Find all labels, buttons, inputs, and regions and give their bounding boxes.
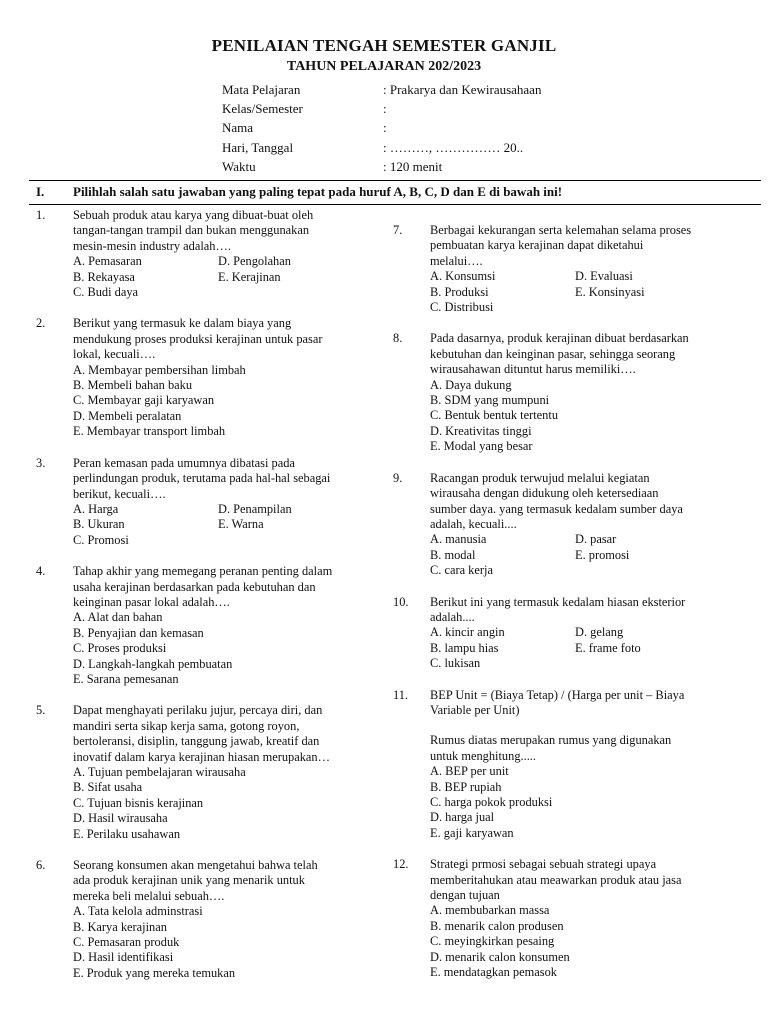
- question-text: Tahap akhir yang memegang peranan penting dalam usaha kerajinan berdasarkan pada kebutuhan dan keinginan pasar lokal adalah….: [73, 564, 333, 609]
- question-number: 7.: [393, 223, 403, 237]
- answer-option[interactable]: D. Penampilan: [218, 501, 292, 516]
- answer-options: [430, 378, 738, 455]
- answer-option[interactable]: C. meyingkirkan pesaing: [430, 934, 555, 949]
- question-text: Peran kemasan pada umumnya dibatasi pada perlindungan produk, terutama pada hal-hal sebagai berikut, kecuali….: [73, 455, 331, 501]
- question-item: [36, 858, 376, 981]
- question-item: [393, 471, 738, 579]
- info-label: Mata Pelajaran: [222, 82, 301, 97]
- answer-options: [73, 254, 376, 300]
- answer-option[interactable]: B. Ukuran: [73, 517, 125, 532]
- question-item: [393, 595, 738, 672]
- section-instruction-text: Pilihlah salah satu jawaban yang paling tepat pada huruf A, B, C, D dan E di bawah ini!: [73, 184, 563, 199]
- answer-options: [430, 903, 738, 980]
- answer-options: [430, 532, 738, 578]
- question-text: Seorang konsumen akan mengetahui bahwa telah ada produk kerajinan unik yang menarik untuk mereka beli melalui sebuah….: [73, 858, 318, 903]
- answer-option[interactable]: C. Tujuan bisnis kerajinan: [73, 795, 204, 810]
- answer-option[interactable]: D. pasar: [575, 532, 617, 547]
- info-value: :: [383, 101, 387, 116]
- question-item: [36, 564, 376, 687]
- question-number: 9.: [393, 470, 403, 485]
- answer-option[interactable]: C. Proses produksi: [73, 641, 167, 656]
- answer-options: [73, 904, 376, 981]
- question-item: [36, 456, 376, 548]
- answer-options: [73, 765, 376, 842]
- question-number: 6.: [36, 858, 46, 873]
- answer-option[interactable]: C. Distribusi: [430, 300, 494, 315]
- info-label: Nama: [222, 120, 254, 135]
- answer-option[interactable]: C. lukisan: [430, 656, 481, 671]
- question-text: Dapat menghayati perilaku jujur, percaya diri, dan mandiri serta sikap kerja sama, gotong royon, bertoleransi, disiplin, tanggung jawab, kreatif dan inovatif dalam karya kerajinan hiasan merupakan…: [73, 703, 331, 764]
- answer-option[interactable]: D. Kreativitas tinggi: [430, 423, 532, 438]
- answer-option[interactable]: A. Harga: [73, 501, 119, 516]
- question-item: [36, 208, 376, 300]
- question-item: [393, 688, 738, 842]
- answer-option[interactable]: A. Tata kelola adminstrasi: [73, 904, 203, 919]
- question-text: Berbagai kekurangan serta kelemahan selama proses pembuatan karya kerajinan dapat diketahui melalui….: [430, 223, 692, 268]
- answer-option[interactable]: A. BEP per unit: [430, 764, 509, 779]
- answer-option[interactable]: D. Hasil wirausaha: [73, 811, 168, 826]
- question-number: 11.: [393, 687, 409, 702]
- question-note: Rumus diatas merupakan rumus yang digunakan untuk menghitung.....: [430, 733, 672, 763]
- answer-option[interactable]: B. modal: [430, 547, 476, 562]
- answer-option[interactable]: C. harga pokok produksi: [430, 795, 553, 809]
- answer-option[interactable]: B. Membeli bahan baku: [73, 378, 193, 393]
- info-value: : 120 menit: [383, 159, 443, 174]
- answer-option[interactable]: E. Konsinyasi: [575, 284, 645, 299]
- answer-option[interactable]: E. Perilaku usahawan: [73, 826, 181, 841]
- answer-option[interactable]: B. Karya kerajinan: [73, 919, 167, 934]
- answer-option[interactable]: D. menarik calon konsumen: [430, 949, 570, 964]
- answer-option[interactable]: A. Membayar pembersihan limbah: [73, 362, 246, 377]
- questions-left-column: [36, 208, 376, 981]
- answer-option[interactable]: A. Tujuan pembelajaran wirausaha: [73, 765, 246, 779]
- answer-option[interactable]: E. Modal yang besar: [430, 439, 533, 454]
- answer-option[interactable]: A. Pemasaran: [73, 254, 142, 269]
- info-value: :: [383, 120, 387, 135]
- answer-option[interactable]: D. harga jual: [430, 810, 495, 825]
- answer-option[interactable]: C. cara kerja: [430, 563, 493, 578]
- answer-option[interactable]: E. Membayar transport limbah: [73, 424, 226, 439]
- question-text: Pada dasarnya, produk kerajinan dibuat berdasarkan kebutuhan dan keinginan pasar, sehingga seorang wirausahawan dituntut harus memiliki….: [430, 331, 689, 377]
- questions-right-column: [393, 223, 738, 980]
- answer-option[interactable]: D. Membeli peralatan: [73, 408, 182, 423]
- question-item: [393, 331, 738, 454]
- top-divider: [29, 180, 761, 181]
- answer-options: [430, 764, 738, 841]
- answer-option[interactable]: E. mendatagkan pemasok: [430, 965, 557, 980]
- answer-option[interactable]: E. promosi: [575, 547, 630, 562]
- answer-option[interactable]: D. Evaluasi: [575, 269, 633, 284]
- question-number: 8.: [393, 331, 403, 346]
- answer-option[interactable]: B. Sifat usaha: [73, 780, 143, 795]
- exam-subtitle: TAHUN PELAJARAN 202/2023: [286, 59, 482, 74]
- answer-option[interactable]: B. BEP rupiah: [430, 779, 502, 794]
- question-number: 3.: [36, 455, 46, 470]
- question-text: Berikut ini yang termasuk kedalam hiasan eksterior adalah....: [430, 594, 686, 624]
- question-item: [36, 316, 376, 439]
- answer-option[interactable]: A. Alat dan bahan: [73, 610, 163, 625]
- answer-option[interactable]: A. manusia: [430, 532, 487, 547]
- question-item: [36, 703, 376, 842]
- question-item: [393, 857, 738, 980]
- question-text: Sebuah produk atau karya yang dibuat-buat oleh tangan-tangan trampil dan bukan menggunakan mesin-mesin industry adalah….: [73, 208, 314, 253]
- info-label: Hari, Tanggal: [222, 140, 294, 155]
- answer-option[interactable]: E. Sarana pemesanan: [73, 671, 179, 686]
- answer-option[interactable]: D. Pengolahan: [218, 254, 291, 269]
- exam-title: PENILAIAN TENGAH SEMESTER GANJIL: [211, 36, 557, 55]
- answer-option[interactable]: D. Langkah-langkah pembuatan: [73, 656, 233, 671]
- question-number: 5.: [36, 703, 46, 718]
- answer-option[interactable]: A. kincir angin: [430, 625, 505, 640]
- answer-option[interactable]: C. Promosi: [73, 532, 129, 547]
- answer-option[interactable]: E. gaji karyawan: [430, 825, 514, 840]
- info-label: Waktu: [222, 159, 256, 174]
- answer-option[interactable]: C. Budi daya: [73, 285, 139, 300]
- answer-option[interactable]: C. Pemasaran produk: [73, 935, 180, 950]
- answer-option[interactable]: E. Warna: [218, 517, 264, 532]
- answer-option[interactable]: B. SDM yang mumpuni: [430, 393, 550, 408]
- answer-option[interactable]: C. Bentuk bentuk tertentu: [430, 408, 559, 423]
- answer-options: [73, 363, 376, 440]
- question-text: BEP Unit = (Biaya Tetap) / (Harga per unit – Biaya Variable per Unit): [430, 687, 685, 717]
- answer-options: [430, 625, 738, 671]
- bottom-divider: [29, 204, 761, 205]
- answer-option[interactable]: C. Membayar gaji karyawan: [73, 393, 215, 408]
- question-text: Strategi prmosi sebagai sebuah strategi upaya memberitahukan atau meawarkan produk atau jasa dengan tujuan: [430, 857, 682, 903]
- question-text: Berikut yang termasuk ke dalam biaya yang mendukung proses produksi kerajinan untuk pasar lokal, kecuali….: [73, 316, 323, 362]
- question-item: [393, 223, 738, 315]
- answer-option[interactable]: D. gelang: [575, 625, 624, 640]
- answer-option[interactable]: E. Produk yang mereka temukan: [73, 965, 236, 980]
- question-number: 2.: [36, 316, 46, 331]
- answer-option[interactable]: B. Penyajian dan kemasan: [73, 625, 204, 640]
- info-value: : ………, …………… 20..: [383, 140, 524, 155]
- question-number: 10.: [393, 594, 409, 609]
- answer-options: [73, 502, 376, 548]
- answer-option[interactable]: A. membubarkan massa: [430, 903, 550, 918]
- answer-option[interactable]: E. frame foto: [575, 640, 641, 655]
- answer-option[interactable]: B. Rekayasa: [73, 269, 135, 284]
- info-value: : Prakarya dan Kewirausahaan: [383, 82, 542, 97]
- info-label: Kelas/Semester: [222, 101, 303, 116]
- answer-option[interactable]: B. lampu hias: [430, 640, 499, 655]
- answer-option[interactable]: B. menarik calon produsen: [430, 918, 564, 933]
- answer-options: [430, 269, 738, 315]
- answer-option[interactable]: A. Daya dukung: [430, 377, 512, 392]
- answer-option[interactable]: E. Kerajinan: [218, 269, 281, 284]
- question-number: 1.: [36, 208, 46, 222]
- question-number: 12.: [393, 857, 409, 872]
- answer-options: [73, 610, 376, 687]
- answer-option[interactable]: A. Konsumsi: [430, 269, 496, 284]
- answer-option[interactable]: D. Hasil identifikasi: [73, 950, 174, 965]
- answer-option[interactable]: B. Produksi: [430, 284, 489, 299]
- section-number: I.: [36, 184, 45, 199]
- question-text: Racangan produk terwujud melalui kegiatan wirausaha dengan didukung oleh ketersediaan sumber daya. yang termasuk kedalam sumber daya adalah, kecuali....: [430, 470, 683, 531]
- question-number: 4.: [36, 564, 46, 579]
